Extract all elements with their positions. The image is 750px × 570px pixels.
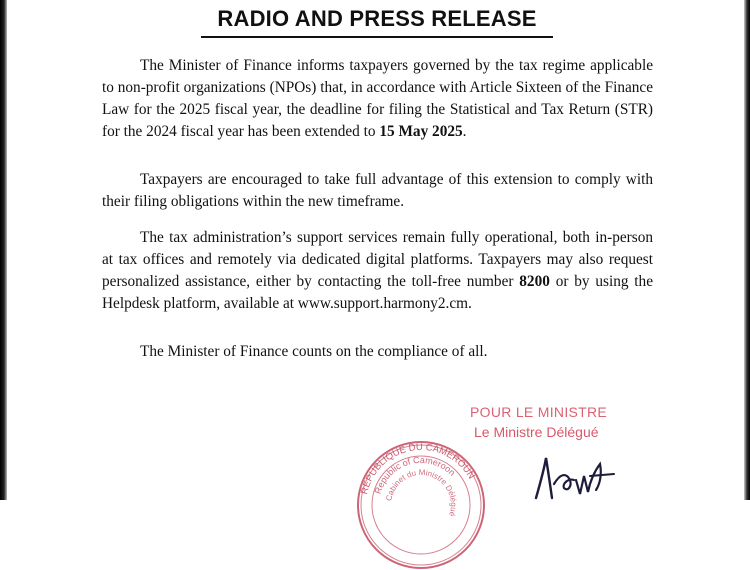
scan-edge-right (744, 0, 750, 500)
paragraph-support-services (102, 227, 653, 315)
seal-text-outer: REPUBLIQUE DU CAMEROUN (359, 441, 477, 496)
seal-text-inner: Republic of Cameroon (372, 454, 458, 496)
toll-free-number: 8200 (519, 273, 550, 290)
paragraph-closing (102, 341, 653, 363)
paragraph-text: The Minister of Finance counts on the compliance of all. (140, 343, 488, 360)
minister-stamp (458, 402, 607, 442)
paragraph-text-continued: or by using the Helpdesk platform, available at www.support.harmony2.cm. (102, 273, 653, 312)
scan-edge-left (0, 0, 7, 500)
stamp-line-1: POUR LE MINISTRE (470, 404, 608, 420)
paragraph-deadline-extension (102, 55, 653, 143)
stamp-line-2: Le Ministre Délégué (474, 424, 599, 440)
signature-mark (530, 440, 620, 500)
deadline-date: 15 May 2025 (379, 123, 463, 140)
seal-text-lower: Cabinet du Ministre Délégué (384, 467, 459, 518)
paragraph-encouragement (102, 169, 653, 213)
paragraph-text: The Minister of Finance informs taxpayers governed by the tax regime applicable to non-profit organizations (NPOs) that, in accordance with Article Sixteen of the Finance Law for the 2025 fiscal year, the deadline for filing the Statistical and Tax Return (STR) for the 2024 fiscal year has been extended to (102, 57, 653, 140)
release-title: RADIO AND PRESS RELEASE (201, 2, 553, 38)
paragraph-end: . (462, 123, 467, 140)
paragraph-text: The tax administration’s support services remain fully operational, both in-person at tax offices and remotely via dedicated digital platforms. Taxpayers may also request personalized assistance, either by contacting the toll-free number (102, 229, 653, 290)
paragraph-text: Taxpayers are encouraged to take full advantage of this extension to comply with their filing obligations within the new timeframe. (102, 171, 653, 210)
svg-text:Cabinet du Ministre Délégué (384, 468, 458, 518)
official-seal (356, 440, 486, 570)
